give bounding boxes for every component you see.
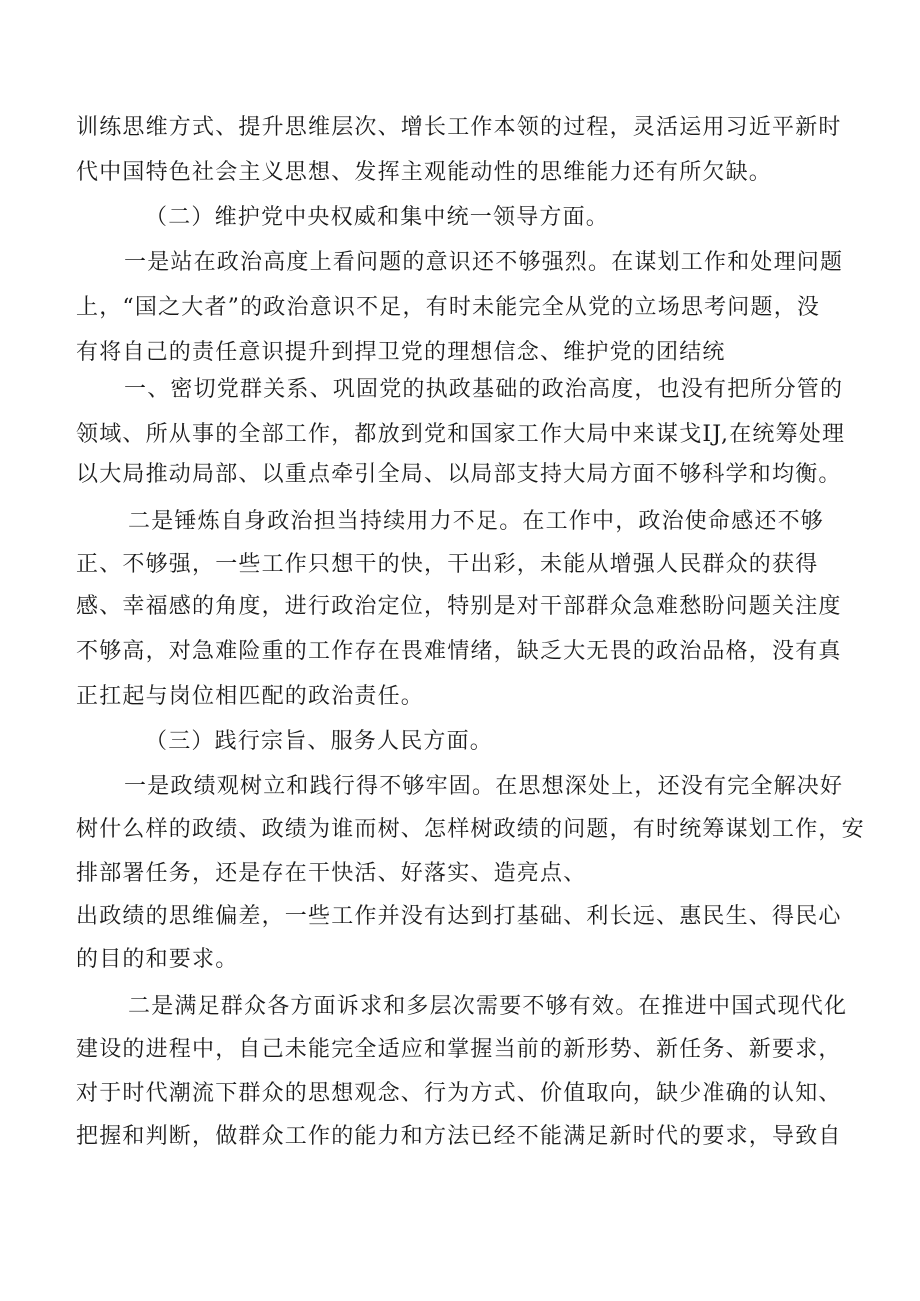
- text-line: 正、不够强，一些工作只想干的快，干出彩，未能从增强人民群众的获得: [76, 552, 819, 577]
- text-line: 对于时代潮流下群众的思想观念、行为方式、价值取向，缺少准确的认知、: [76, 1081, 842, 1106]
- text-line: 领域、所从事的全部工作，都放到党和国家工作大局中来谋戈IJ,在统筹处理: [76, 422, 846, 447]
- text-line: 感、幸福感的角度，进行政治定位，特别是对干部群众急难愁盼问题关注度: [76, 594, 842, 619]
- text-line: 把握和判断，做群众工作的能力和方法已经不能满足新时代的要求，导致自: [76, 1124, 842, 1149]
- text-line: 出政绩的思维偏差，一些工作并没有达到打基础、利长远、惠民生、得民心: [76, 904, 842, 929]
- text-line: 排部署任务，还是存在干快活、好落实、造亮点、: [76, 861, 587, 886]
- text-line: 建设的进程中，自己未能完全适应和掌握当前的新形势、新任务、新要求，: [76, 1037, 842, 1062]
- text-line: 不够高，对急难险重的工作存在畏难情绪，缺乏大无畏的政治品格，没有真: [76, 639, 842, 664]
- text-line: 一是政绩观树立和践行得不够牢固。在思想深处上，还没有完全解决好: [124, 774, 844, 799]
- text-line: 代中国特色社会主义思想、发挥主观能动性的思维能力还有所欠缺。: [76, 160, 773, 185]
- text-line: 一、密切党群关系、巩固党的执政基础的政治高度，也没有把所分管的: [124, 377, 844, 402]
- section-heading: （三）践行宗旨、服务人民方面。: [145, 729, 494, 754]
- text-line: 正扛起与岗位相匹配的政治责任。: [76, 684, 425, 709]
- text-line: 二是满足群众各方面诉求和多层次需要不够有效。在推进中国式现代化: [128, 994, 848, 1019]
- text-line: 二是锤炼自身政治担当持续用力不足。在工作中，政治使命感还不够: [128, 509, 825, 534]
- text-line: 上，“国之大者”的政治意识不足，有时未能完全从党的立场思考问题，没: [76, 295, 821, 320]
- text-line: 训练思维方式、提升思维层次、增长工作本领的过程，灵活运用习近平新时: [76, 115, 842, 140]
- text-line: 有将自己的责任意识提升到捍卫党的理想信念、维护党的团结统: [76, 340, 726, 365]
- text-line: 一是站在政治高度上看问题的意识还不够强烈。在谋划工作和处理问题: [124, 250, 844, 275]
- text-line: 树什么样的政绩、政绩为谁而树、怎样树政绩的问题，有时统筹谋划工作，安: [76, 817, 865, 842]
- text-line: 的目的和要求。: [76, 947, 239, 972]
- text-line: 以大局推动局部、以重点牵引全局、以局部支持大局方面不够科学和均衡。: [76, 462, 842, 487]
- section-heading: （二）维护党中央权威和集中统一领导方面。: [145, 205, 610, 230]
